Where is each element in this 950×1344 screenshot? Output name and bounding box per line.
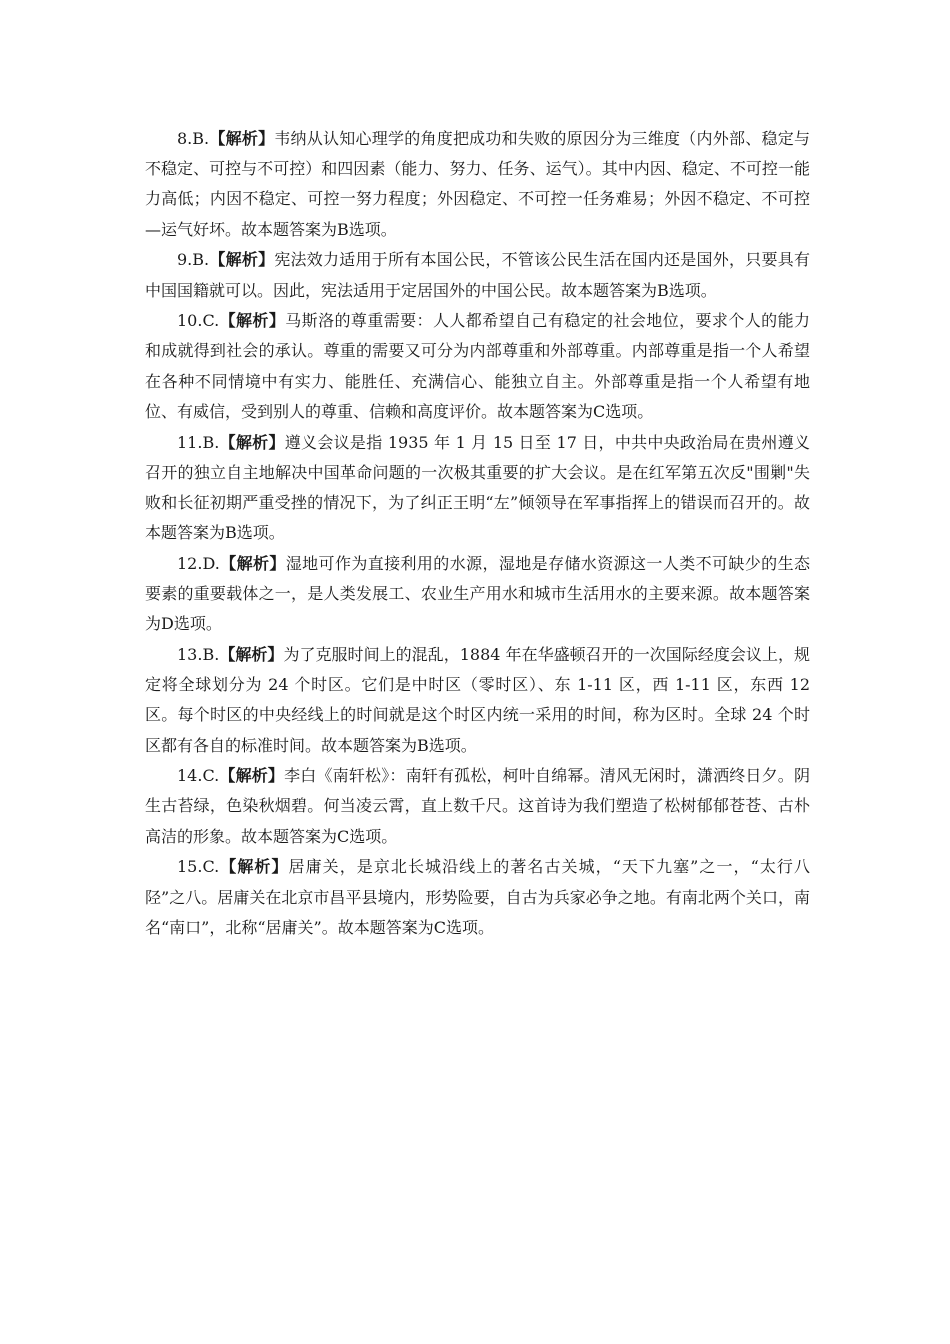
answer-number: 14.C. [177, 766, 220, 786]
analysis-tag: 【解析】 [219, 311, 286, 331]
analysis-tag: 【解析】 [219, 432, 285, 452]
answer-explanations [145, 124, 810, 943]
answer-number: 11.B. [177, 432, 220, 452]
analysis-tag: 【解析】 [209, 129, 275, 148]
answer-item-11 [145, 428, 810, 549]
answer-item-15 [145, 852, 810, 943]
answer-text: 李白《南轩松》：南轩有孤松，柯叶自绵幂。清风无闲时，潇洒终日夕。阴生古苔绿，色染秋烟碧。何当凌云霄，直上数千尺。这首诗为我们塑造了松树郁郁苍苍、古朴高洁的形象。故本题答案为C选项。 [145, 766, 810, 846]
analysis-tag: 【解析】 [219, 644, 284, 664]
answer-item-8 [145, 124, 810, 245]
answer-text: 为了克服时间上的混乱，1884 年在华盛顿召开的一次国际经度会议上，规定将全球划分为 24 个时区。它们是中时区（零时区）、东 1-11 区，西 1-11 区，东西 12 区。每个时区的中央经线上的时间就是这个时区内统一采用的时间，称为区时。全球 24 个时区都有各自的标准时间。故本题答案为B选项。 [145, 644, 810, 755]
answer-number: 8.B. [177, 129, 210, 148]
analysis-tag: 【解析】 [209, 250, 275, 270]
answer-text: 湿地可作为直接利用的水源，湿地是存储水资源这一人类不可缺少的生态要素的重要载体之一，是人类发展工、农业生产用水和城市生活用水的主要来源。故本题答案为D选项。 [145, 553, 810, 634]
answer-text: 韦纳从认知心理学的角度把成功和失败的原因分为三维度（内外部、稳定与不稳定、可控与不可控）和四因素（能力、努力、任务、运气）。其中内因、稳定、不可控一能力高低；内因不稳定、可控一努力程度；外因稳定、不可控一任务难易；外因不稳定、不可控—运气好坏。故本题答案为B选项。 [145, 129, 810, 239]
answer-text: 马斯洛的尊重需要：人人都希望自己有稳定的社会地位，要求个人的能力和成就得到社会的承认。尊重的需要又可分为内部尊重和外部尊重。内部尊重是指一个人希望在各种不同情境中有实力、能胜任、充满信心、能独立自主。外部尊重是指一个人希望有地位、有威信，受到别人的尊重、信赖和高度评价。故本题答案为C选项。 [145, 311, 810, 421]
answer-item-10 [145, 306, 810, 427]
answer-item-9 [145, 245, 810, 305]
answer-item-13 [145, 640, 810, 761]
answer-text: 遵义会议是指 1935 年 1 月 15 日至 17 日，中共中央政治局在贵州遵义召开的独立自主地解决中国革命问题的一次极其重要的扩大会议。是在红军第五次反"围剿"失败和长征初期严重受挫的情况下，为了纠正王明“左”倾领导在军事指挥上的错误而召开的。故本题答案为B选项。 [145, 432, 810, 543]
answer-item-14 [145, 761, 810, 852]
answer-text: 宪法效力适用于所有本国公民，不管该公民生活在国内还是国外，只要具有中国国籍就可以。因此，宪法适用于定居国外的中国公民。故本题答案为B选项。 [145, 250, 810, 300]
answer-text: 居庸关，是京北长城沿线上的著名古关城，“天下九塞”之一，“太行八陉”之八。居庸关在北京市昌平县境内，形势险要，自古为兵家必争之地。有南北两个关口，南名“南口”，北称“居庸关”。故本题答案为C选项。 [145, 857, 810, 937]
analysis-tag: 【解析】 [219, 766, 285, 786]
answer-item-12 [145, 549, 810, 640]
answer-number: 15.C. [177, 857, 220, 877]
answer-number: 9.B. [177, 250, 210, 270]
answer-number: 13.B. [177, 644, 220, 664]
analysis-tag: 【解析】 [219, 857, 289, 877]
analysis-tag: 【解析】 [219, 553, 286, 573]
answer-number: 10.C. [177, 311, 220, 331]
answer-number: 12.D. [177, 553, 220, 573]
